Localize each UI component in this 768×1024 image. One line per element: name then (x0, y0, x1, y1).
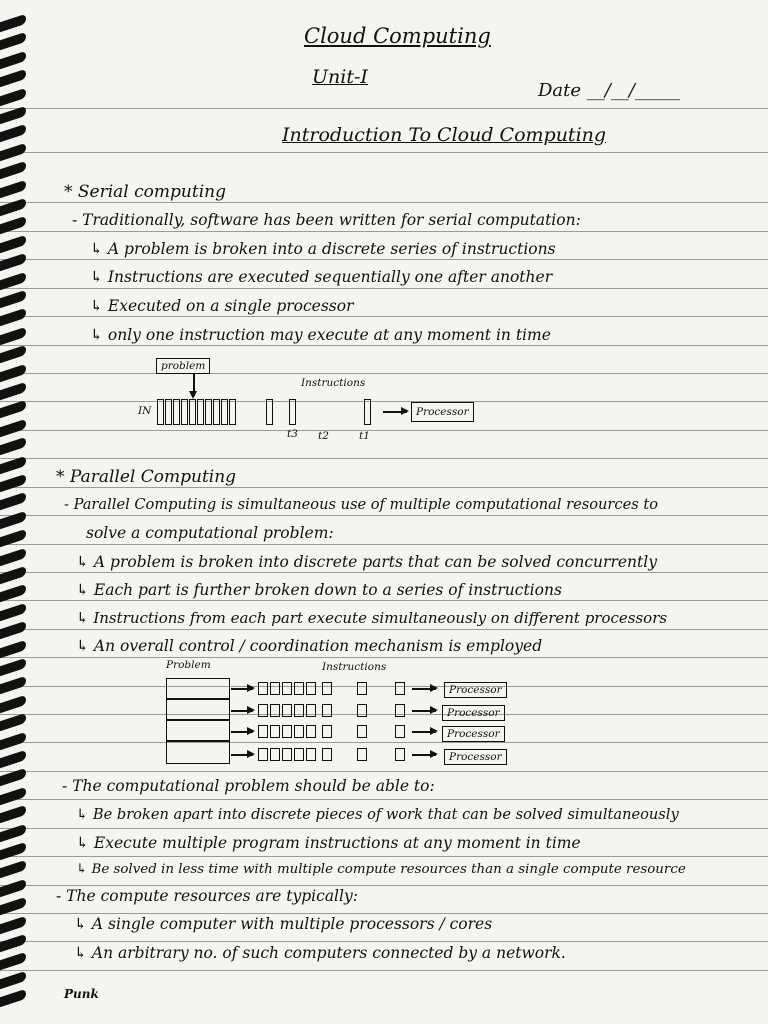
ruled-line (0, 401, 768, 402)
instruction-cell (395, 748, 405, 761)
binding-ring (0, 400, 26, 418)
divider (167, 740, 229, 742)
ruled-line (0, 856, 768, 857)
ruled-line (0, 572, 768, 573)
list-item: ↳ Be broken apart into discrete pieces of work that can be solved simultaneously (76, 806, 679, 823)
binding-ring (0, 382, 26, 400)
binding-ring (0, 253, 26, 271)
ruled-line (0, 799, 768, 800)
binding-ring (0, 915, 26, 933)
brand-logo: Punk (64, 987, 99, 1001)
binding-ring (0, 345, 26, 363)
list-item: ↳ Instructions from each part execute simultaneously on different processors (76, 609, 668, 627)
unit-label: Unit-I (312, 66, 368, 88)
chapter-title: Introduction To Cloud Computing (282, 124, 607, 146)
binding-ring (0, 492, 26, 510)
ruled-line (0, 316, 768, 317)
instruction-cell (270, 725, 280, 738)
binding-ring (0, 308, 26, 326)
binding-ring (0, 952, 26, 970)
course-title: Cloud Computing (304, 24, 491, 48)
processor-box: Processor (444, 749, 507, 765)
right-arrow-icon (231, 754, 253, 756)
binding-ring (0, 860, 26, 878)
instructions-label: Instructions (301, 377, 366, 389)
binding-ring (0, 51, 26, 69)
section-heading-serial: * Serial computing (64, 182, 226, 202)
instruction-cell (270, 704, 280, 717)
instruction-cell (266, 399, 273, 425)
binding-ring (0, 124, 26, 142)
binding-ring (0, 750, 26, 768)
binding-ring (0, 511, 26, 529)
instruction-cell (205, 399, 212, 425)
instruction-cell (165, 399, 172, 425)
binding-ring (0, 290, 26, 308)
processor-box: Processor (411, 402, 474, 422)
in-label: IN (138, 405, 152, 417)
ruled-line (0, 515, 768, 516)
instruction-cell (221, 399, 228, 425)
right-arrow-icon (231, 731, 253, 733)
processor-box: Processor (442, 726, 505, 742)
problem-box: problem (156, 358, 210, 374)
binding-ring (0, 566, 26, 584)
instruction-cell (189, 399, 196, 425)
instruction-cell (357, 748, 367, 761)
instruction-cell (322, 682, 332, 695)
ruled-line (0, 430, 768, 431)
list-item: ↳ A single computer with multiple processors / cores (74, 915, 493, 933)
binding-ring (0, 143, 26, 161)
instruction-cell (357, 725, 367, 738)
right-arrow-icon (231, 710, 253, 712)
ruled-line (0, 202, 768, 203)
ruled-line (0, 828, 768, 829)
requirements-intro: - The computational problem should be able to: (62, 777, 435, 795)
instruction-cell (258, 682, 268, 695)
problem-label: Problem (166, 659, 211, 671)
binding-ring (0, 676, 26, 694)
ruled-line (0, 487, 768, 488)
instruction-cell (282, 704, 292, 717)
list-item: ↳ Each part is further broken down to a series of instructions (76, 581, 562, 599)
binding-ring (0, 603, 26, 621)
binding-ring (0, 69, 26, 87)
instruction-cell (229, 399, 236, 425)
right-arrow-icon (383, 411, 407, 413)
time-label: t1 (359, 430, 370, 442)
binding-ring (0, 842, 26, 860)
time-label: t3 (287, 428, 298, 440)
binding-ring (0, 989, 26, 1007)
instruction-cell (282, 748, 292, 761)
parallel-intro-cont: solve a computational problem: (86, 524, 334, 542)
date-field: Date __/__/_____ (538, 80, 680, 101)
divider (167, 719, 229, 721)
instruction-cell (289, 399, 296, 425)
ruled-line (0, 231, 768, 232)
instruction-cell (157, 399, 164, 425)
ruled-line (0, 108, 768, 109)
ruled-line (0, 913, 768, 914)
instruction-cell (294, 682, 304, 695)
section-heading-parallel: * Parallel Computing (56, 467, 237, 487)
binding-ring (0, 787, 26, 805)
down-arrow-icon (193, 374, 195, 396)
binding-ring (0, 621, 26, 639)
instruction-cell (282, 725, 292, 738)
instruction-cell (395, 704, 405, 717)
binding-ring (0, 419, 26, 437)
list-item: ↳ An arbitrary no. of such computers connected by a network. (74, 944, 566, 962)
instruction-cell (364, 399, 371, 425)
ruled-line (0, 941, 768, 942)
binding-ring (0, 547, 26, 565)
right-arrow-icon (412, 688, 436, 690)
binding-ring (0, 235, 26, 253)
ruled-line (0, 373, 768, 374)
list-item: ↳ A problem is broken into a discrete series of instructions (90, 240, 556, 258)
binding-ring (0, 198, 26, 216)
list-item: ↳ A problem is broken into discrete parts that can be solved concurrently (76, 553, 657, 571)
ruled-line (0, 458, 768, 459)
instruction-cell (306, 748, 316, 761)
ruled-line (0, 544, 768, 545)
instruction-cell (322, 725, 332, 738)
ruled-line (0, 970, 768, 971)
ruled-line (0, 600, 768, 601)
instruction-cell (282, 682, 292, 695)
instruction-cell (395, 725, 405, 738)
binding-ring (0, 363, 26, 381)
binding-ring (0, 161, 26, 179)
binding-ring (0, 437, 26, 455)
divider (167, 698, 229, 700)
instruction-cell (322, 748, 332, 761)
ruled-line (0, 742, 768, 743)
instruction-cell (357, 704, 367, 717)
ruled-line (0, 259, 768, 260)
instruction-cell (306, 725, 316, 738)
binding-ring (0, 879, 26, 897)
binding-ring (0, 14, 26, 32)
binding-ring (0, 658, 26, 676)
problem-parts-box (166, 678, 230, 764)
ruled-line (0, 152, 768, 153)
instruction-cell (294, 748, 304, 761)
binding-ring (0, 731, 26, 749)
list-item: ↳ An overall control / coordination mechanism is employed (76, 637, 543, 655)
binding-ring (0, 327, 26, 345)
right-arrow-icon (412, 731, 436, 733)
ruled-line (0, 345, 768, 346)
instruction-cell (181, 399, 188, 425)
instruction-cell (258, 725, 268, 738)
binding-ring (0, 179, 26, 197)
right-arrow-icon (412, 710, 436, 712)
binding-ring (0, 971, 26, 989)
serial-intro: - Traditionally, software has been written for serial computation: (72, 211, 581, 229)
instruction-cell (197, 399, 204, 425)
list-item: ↳ Be solved in less time with multiple compute resources than a single compute resource (76, 862, 686, 877)
instruction-cell (173, 399, 180, 425)
parallel-intro: - Parallel Computing is simultaneous use of multiple computational resources to (64, 496, 658, 513)
instruction-cell (306, 704, 316, 717)
list-item: ↳ only one instruction may execute at any moment in time (90, 326, 551, 344)
binding-ring (0, 805, 26, 823)
binding-ring (0, 695, 26, 713)
binding-ring (0, 32, 26, 50)
ruled-line (0, 714, 768, 715)
instruction-cell (306, 682, 316, 695)
processor-box: Processor (442, 705, 505, 721)
resources-intro: - The compute resources are typically: (56, 887, 358, 905)
binding-ring (0, 823, 26, 841)
ruled-line (0, 657, 768, 658)
binding-ring (0, 474, 26, 492)
instruction-cell (258, 748, 268, 761)
processor-box: Processor (444, 682, 507, 698)
time-label: t2 (318, 430, 329, 442)
instruction-cell (294, 704, 304, 717)
binding-ring (0, 87, 26, 105)
instruction-cell (395, 682, 405, 695)
instructions-label: Instructions (322, 661, 387, 673)
list-item: ↳ Instructions are executed sequentially one after another (90, 268, 553, 286)
ruled-line (0, 686, 768, 687)
binding-ring (0, 639, 26, 657)
ruled-line (0, 629, 768, 630)
ruled-line (0, 288, 768, 289)
instruction-cell (270, 748, 280, 761)
right-arrow-icon (231, 688, 253, 690)
instruction-cell (294, 725, 304, 738)
instruction-cell (322, 704, 332, 717)
binding-ring (0, 934, 26, 952)
instruction-cell (213, 399, 220, 425)
binding-ring (0, 713, 26, 731)
ruled-line (0, 771, 768, 772)
instruction-cell (357, 682, 367, 695)
right-arrow-icon (412, 754, 436, 756)
instruction-cell (270, 682, 280, 695)
instruction-cell (258, 704, 268, 717)
ruled-line (0, 885, 768, 886)
list-item: ↳ Execute multiple program instructions at any moment in time (76, 834, 581, 852)
list-item: ↳ Executed on a single processor (90, 297, 354, 315)
